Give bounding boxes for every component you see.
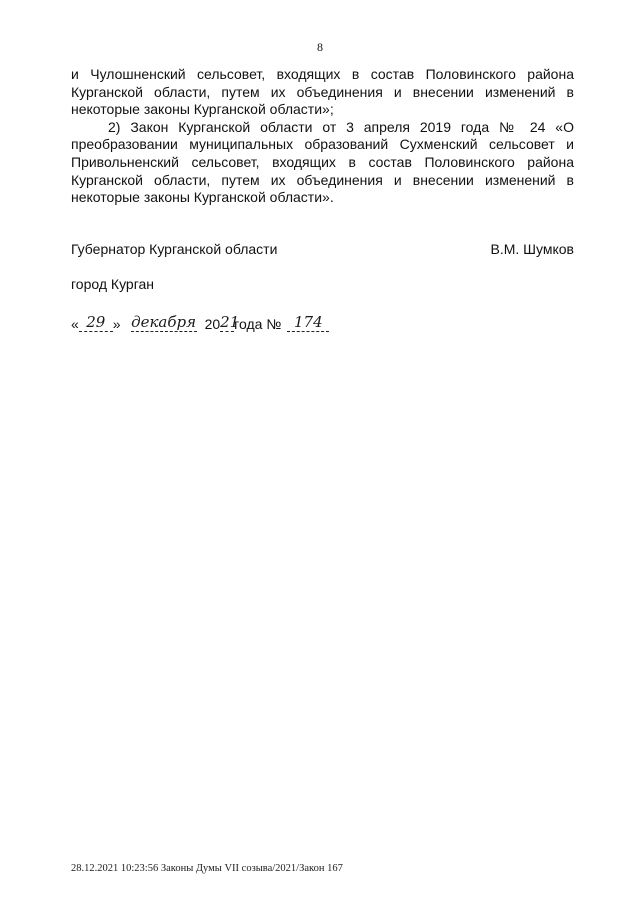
handwritten-year-suffix: 21 — [220, 313, 240, 331]
signature-block — [71, 241, 574, 257]
year-word: года № — [234, 316, 282, 332]
handwritten-law-number: 174 — [287, 313, 329, 332]
date-line — [71, 308, 329, 332]
document-body — [71, 66, 574, 207]
handwritten-month: декабря — [131, 313, 197, 331]
paragraph-continuation: и Чулошненский сельсовет, входящих в состав Половинского района Курганской области, путем их объединения и внесении изменений в некоторые законы Курганской области»; — [71, 66, 574, 118]
city-line: город Курган — [71, 276, 155, 292]
handwritten-day: 29 — [79, 313, 113, 332]
signatory-name: В.М. Шумков — [490, 241, 574, 257]
page-number: 8 — [317, 40, 323, 54]
signatory-title: Губернатор Курганской области — [71, 241, 278, 257]
year-prefix: 20 — [204, 316, 221, 332]
close-quote: » — [112, 316, 121, 332]
paragraph-law-item-2: 2) Закон Курганской области от 3 апреля 2019 года № 24 «О преобразовании муниципальных образований Сухменский сельсовет и Привольненский сельсовет, входящих в состав Половинского района Курганской области, путем их объединения и внесении изменений в некоторые законы Курганской области». — [71, 118, 574, 206]
open-quote: « — [71, 316, 79, 332]
document-footer: 28.12.2021 10:23:56 Законы Думы VII созыва/2021/Закон 167 — [71, 863, 343, 874]
